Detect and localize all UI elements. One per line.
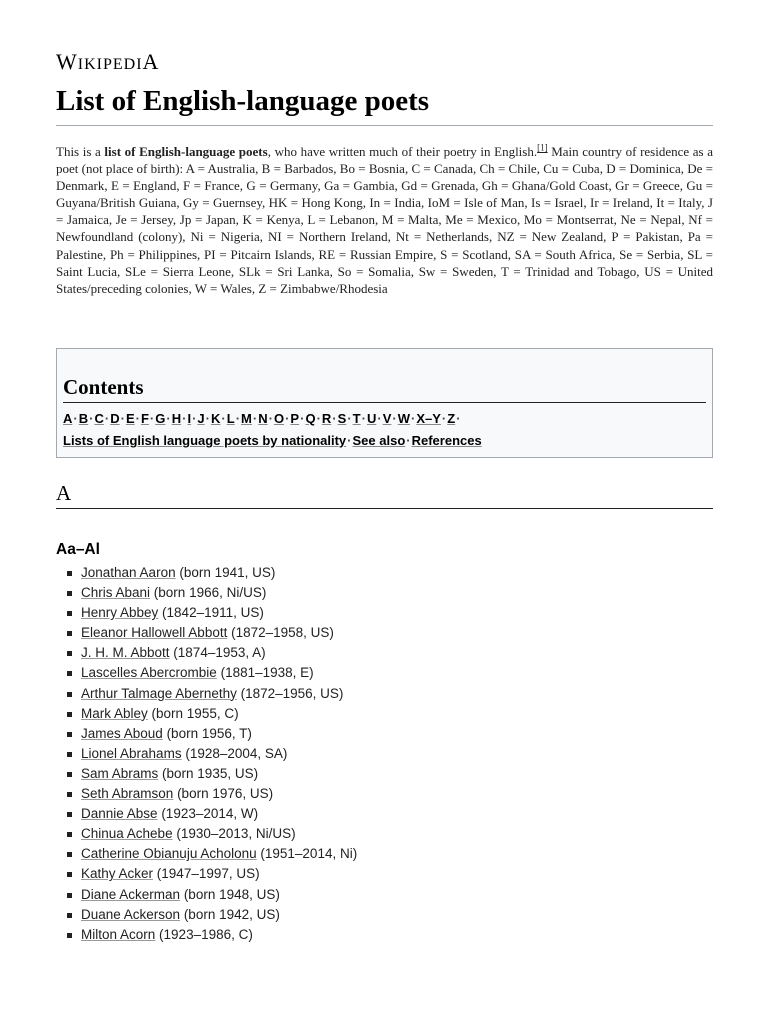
- poet-name-link[interactable]: Lionel Abrahams: [81, 745, 182, 761]
- poet-info: (1923–1986, C): [155, 926, 253, 942]
- poet-info: (born 1935, US): [158, 765, 259, 781]
- poet-info: (born 1955, C): [147, 705, 239, 721]
- poet-name-link[interactable]: Lascelles Abercrombie: [81, 665, 217, 681]
- toc-link-letter[interactable]: T: [352, 411, 361, 426]
- poet-name-link[interactable]: James Aboud: [81, 725, 163, 741]
- toc-link-letter[interactable]: P: [290, 411, 300, 426]
- toc-separator: ·: [300, 411, 305, 426]
- toc-separator: ·: [166, 411, 171, 426]
- poet-name-link[interactable]: Dannie Abse: [81, 806, 158, 822]
- poet-name-link[interactable]: Chris Abani: [81, 585, 151, 601]
- toc-title: Contents: [63, 374, 706, 403]
- toc-letters: [63, 411, 462, 426]
- toc-link-letter[interactable]: J: [197, 411, 205, 426]
- poet-info: (born 1941, US): [175, 565, 276, 580]
- toc-link-see-also[interactable]: See also: [352, 433, 406, 448]
- bullet-icon: [67, 752, 72, 757]
- poet-info: (1872–1958, US): [227, 625, 334, 641]
- bullet-icon: [67, 631, 72, 636]
- toc-separator: ·: [377, 411, 382, 426]
- toc-link-letter[interactable]: A: [63, 411, 73, 426]
- bullet-icon: [67, 571, 72, 576]
- poet-info: (born 1966, Ni/US): [150, 585, 267, 601]
- poet-info: (1872–1956, US): [236, 685, 344, 701]
- list-item: [56, 784, 357, 804]
- table-of-contents: [56, 348, 713, 458]
- bullet-icon: [67, 611, 72, 616]
- poet-name-link[interactable]: Seth Abramson: [81, 786, 174, 802]
- bullet-icon: [67, 591, 72, 596]
- bullet-icon: [67, 732, 72, 737]
- list-item: [56, 583, 357, 603]
- poet-info: (1881–1938, E): [216, 665, 314, 681]
- bullet-icon: [67, 893, 72, 898]
- bullet-icon: [67, 913, 72, 918]
- list-item: [56, 925, 357, 945]
- poet-name-link[interactable]: Arthur Talmage Abernethy: [81, 685, 237, 701]
- poet-name-link[interactable]: Kathy Acker: [81, 866, 154, 882]
- toc-link-letter[interactable]: G: [155, 411, 166, 426]
- toc-separator: ·: [316, 411, 321, 426]
- bullet-icon: [67, 933, 72, 938]
- poet-name-link[interactable]: Eleanor Hallowell Abbott: [81, 625, 228, 641]
- toc-link-letter[interactable]: S: [337, 411, 347, 426]
- toc-link-letter[interactable]: H: [171, 411, 182, 426]
- toc-link-letter[interactable]: U: [366, 411, 377, 426]
- toc-separator: ·: [104, 411, 110, 426]
- poet-name-link[interactable]: Sam Abrams: [81, 765, 159, 781]
- subsection-heading-aa-al: Aa–Al: [56, 541, 100, 558]
- list-item: [56, 844, 357, 864]
- toc-link-letter[interactable]: F: [140, 411, 149, 426]
- poet-name-link[interactable]: Duane Ackerson: [81, 906, 181, 922]
- toc-link-letter[interactable]: C: [94, 411, 104, 426]
- bullet-icon: [67, 872, 72, 877]
- intro-paragraph: This is a list of English-language poets, who have written much of their poetry in English.[1] Main country of residence as a poet (not place of birth): A = Australia, B = Barbados, Bo = Bosnia, C = Canada, Ch = Chile, Cu = Cuba, D = Dominica, De = Denmark, E = England, F = France, G = Germany, Ga = Gambia, Gd = Grenada, Gh = Ghana/Gold Coast, Gr = Greece, Gu = Guyana/British Guiana, Gy = Guernsey, HK = Hong Kong, In = India, IoM = Isle of Man, Is = Israel, Ir = Ireland, It = Italy, J = Jamaica, Je = Jersey, Jp = Japan, K = Kenya, L = Lebanon, M = Malta, Me = Mexico, Mo = Montserrat, Ne = Nepal, Nf = Newfoundland (colony), Ni = Nigeria, NI = Northern Ireland, Nt = Netherlands, NZ = New Zealand, P = Pakistan, Pa = Palestine, Ph = Philippines, PI = Pitcairn Islands, RE = Russian Empire, S = Scotland, SA = South Africa, Se = Serbia, SL = Saint Lucia, SLe = Sierra Leone, SLk = Sri Lanka, So = Somalia, Sw = Sweden, T = Trinidad and Tobago, US = United States/preceding colonies, W = Wales, Z = Zimbabwe/Rhodesia: [56, 142, 713, 296]
- toc-separator: ·: [205, 411, 210, 426]
- bullet-icon: [67, 792, 72, 797]
- toc-link-letter[interactable]: B: [78, 411, 89, 426]
- reference-link[interactable]: [1]: [537, 142, 548, 153]
- toc-link-letter[interactable]: V: [382, 411, 392, 426]
- toc-link-letter[interactable]: D: [110, 411, 120, 426]
- list-item: [56, 885, 357, 905]
- poet-name-link[interactable]: Diane Ackerman: [81, 886, 181, 902]
- list-item: [56, 704, 357, 724]
- toc-separator: ·: [410, 411, 416, 426]
- bullet-icon: [67, 651, 72, 656]
- bullet-icon: [67, 852, 72, 857]
- poet-info: (born 1948, US): [180, 886, 280, 902]
- toc-link-letter[interactable]: R: [321, 411, 332, 426]
- toc-link-letter[interactable]: W: [397, 411, 410, 426]
- list-item: [56, 804, 357, 824]
- poet-info: (1874–1953, A): [169, 645, 266, 661]
- toc-link-letter[interactable]: I: [187, 411, 192, 426]
- toc-link-letter[interactable]: Z: [447, 411, 456, 426]
- toc-separator: ·: [332, 411, 337, 426]
- poet-info: (1842–1911, US): [158, 605, 264, 621]
- bullet-icon: [67, 772, 72, 777]
- toc-separator: ·: [73, 411, 78, 426]
- toc-separator: ·: [347, 433, 352, 448]
- toc-separator: ·: [252, 411, 258, 426]
- toc-link-letter[interactable]: L: [226, 411, 235, 426]
- toc-link-letter[interactable]: M: [241, 411, 252, 426]
- toc-separator: ·: [268, 411, 273, 426]
- list-item: [56, 864, 357, 884]
- section-heading-a: A: [56, 481, 713, 509]
- toc-separator: ·: [361, 411, 366, 426]
- poet-info: (1947–1997, US): [153, 866, 260, 882]
- toc-link-letter[interactable]: Q: [305, 411, 316, 426]
- toc-separator: ·: [182, 411, 187, 426]
- list-item: [56, 824, 357, 844]
- poet-info: (1930–2013, Ni/US): [172, 826, 296, 842]
- poet-info: (born 1956, T): [162, 725, 252, 741]
- toc-extra-links: [63, 433, 482, 448]
- toc-separator: ·: [441, 411, 447, 426]
- poet-name-link[interactable]: J. H. M. Abbott: [81, 645, 170, 661]
- poet-info: (1923–2014, W): [157, 806, 259, 822]
- poet-name-link[interactable]: Henry Abbey: [81, 605, 159, 621]
- toc-separator: ·: [89, 411, 94, 426]
- poet-name-link[interactable]: Catherine Obianuju Acholonu: [81, 846, 257, 862]
- wikipedia-wordmark[interactable]: WIKIPEDIA: [56, 49, 160, 74]
- poet-name-link[interactable]: Chinua Achebe: [81, 826, 173, 842]
- list-item: [56, 663, 357, 683]
- toc-link-letter[interactable]: O: [273, 411, 285, 426]
- toc-link-letter[interactable]: N: [258, 411, 268, 426]
- poet-info: (born 1942, US): [180, 906, 280, 922]
- toc-separator: ·: [221, 411, 226, 426]
- poet-info: (1951–2014, Ni): [256, 846, 358, 862]
- toc-link-letter[interactable]: K: [211, 411, 221, 426]
- list-item: [56, 643, 357, 663]
- toc-link-lists-by-nationality[interactable]: Lists of English language poets by nationality: [63, 433, 347, 448]
- toc-separator: ·: [456, 411, 461, 426]
- page-title: List of English-language poets: [56, 83, 713, 126]
- toc-link-letter[interactable]: E: [125, 411, 135, 426]
- toc-separator: ·: [285, 411, 290, 426]
- poet-name-link[interactable]: Jonathan Aaron: [81, 565, 176, 580]
- toc-separator: ·: [235, 411, 241, 426]
- list-item: [56, 724, 357, 744]
- toc-separator: ·: [406, 433, 411, 448]
- toc-separator: ·: [120, 411, 125, 426]
- list-item: [56, 563, 357, 583]
- toc-separator: ·: [347, 411, 352, 426]
- bullet-icon: [67, 812, 72, 817]
- toc-link-references[interactable]: References: [411, 433, 482, 448]
- bullet-icon: [67, 692, 72, 697]
- toc-separator: ·: [149, 411, 155, 426]
- list-item: [56, 684, 357, 704]
- list-item: [56, 744, 357, 764]
- poet-info: (1928–2004, SA): [181, 745, 288, 761]
- list-item: [56, 764, 357, 784]
- toc-link-letter[interactable]: X–Y: [416, 411, 441, 426]
- list-item: [56, 603, 357, 623]
- bullet-icon: [67, 712, 72, 717]
- bullet-icon: [67, 832, 72, 837]
- poet-list: [56, 563, 357, 945]
- list-item: [56, 623, 357, 643]
- bullet-icon: [67, 671, 72, 676]
- poet-name-link[interactable]: Milton Acorn: [81, 926, 156, 942]
- list-item: [56, 905, 357, 925]
- poet-info: (born 1976, US): [173, 786, 274, 802]
- poet-name-link[interactable]: Mark Abley: [81, 705, 148, 721]
- toc-separator: ·: [392, 411, 397, 426]
- toc-separator: ·: [135, 411, 140, 426]
- toc-separator: ·: [192, 411, 197, 426]
